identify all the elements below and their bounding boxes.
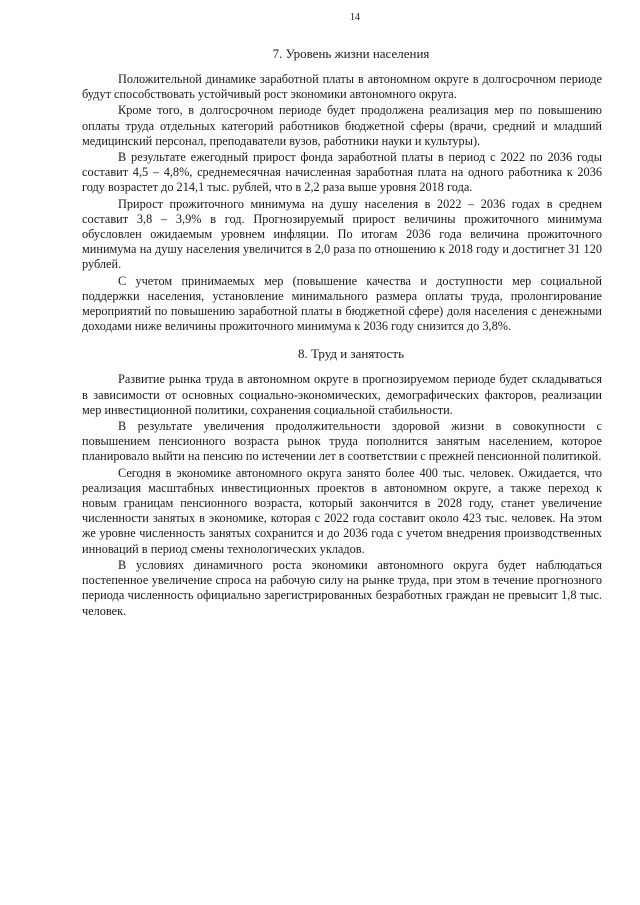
section-title: 7. Уровень жизни населения: [272, 46, 430, 61]
page-number: 14: [350, 12, 360, 23]
paragraph: Развитие рынка труда в автономном округе в прогнозируемом периоде будет складываться в зависимости от основных социально-экономических, демографических факторов, реализации мер инвестиционной политики, сохранения социальной стабильности.: [82, 372, 602, 417]
paragraph: В результате увеличения продолжительности здоровой жизни в совокупности с повышением пенсионного возраста рынок труда пополнится занятым населением, которое планировало выйти на пенсию по истечении лет в соответствии с прежней пенсионной политикой.: [82, 419, 602, 464]
paragraph: С учетом принимаемых мер (повышение качества и доступности мер социальной поддержки населения, установление минимального размера оплаты труда, пролонгирование мероприятий по повышению заработной платы в бюджетной сфере) доля населения с денежными доходами ниже величины прожиточного минимума к 2036 году снизится до 3,8%.: [82, 273, 602, 334]
section-title: 8. Труд и занятость: [297, 346, 405, 362]
paragraph: В условиях динамичного роста экономики автономного округа будет наблюдаться постепенное увеличение спроса на рабочую силу на рынке труда, при этом в течение прогнозного периода численность официально зарегистрированных безработных граждан не превысит 1,8 тыс. человек.: [82, 557, 602, 618]
section-living-standards: [82, 46, 602, 334]
paragraph: В результате ежегодный прирост фонда заработной платы в период с 2022 по 2036 годы составит 4,5 – 4,8%, среднемесячная начисленная заработная плата на одного работника к 2036 году возрастет до 214,1 тыс. рублей, что в 2,2 раза выше уровня 2018 года.: [82, 150, 602, 195]
paragraph: Прирост прожиточного минимума на душу населения в 2022 – 2036 годах в среднем составит 3,8 – 3,9% в год. Прогнозируемый прирост величины прожиточного минимума обусловлен ожидаемым уровнем инфляции. По итогам 2036 года величина прожиточного минимума на душу населения увеличится в 2,0 раза по отношению к 2018 году и достигнет 31 120 рублей.: [82, 196, 602, 272]
section-labor-employment: [82, 346, 602, 618]
paragraph: Кроме того, в долгосрочном периоде будет продолжена реализация мер по повышению оплаты труда отдельных категорий работников бюджетной сферы (врачи, средний и младший медицинский персонал, преподаватели вузов, работники науки и культуры).: [82, 103, 602, 148]
paragraph: Положительной динамике заработной платы в автономном округе в долгосрочном периоде будут способствовать устойчивый рост экономики автономного округа.: [82, 72, 602, 102]
paragraph: Сегодня в экономике автономного округа занято более 400 тыс. человек. Ожидается, что реализация масштабных инвестиционных проектов в автономном округе, а также переход к новым границам пенсионного возраста, который закончится в 2028 году, станет увеличение численности занятых в экономике, которая с 2022 года составит около 423 тыс. человек. На этом же уровне численность занятых сохранится и до 2036 года с учетом внедрения производственных инноваций в период смены технологических укладов.: [82, 465, 602, 556]
